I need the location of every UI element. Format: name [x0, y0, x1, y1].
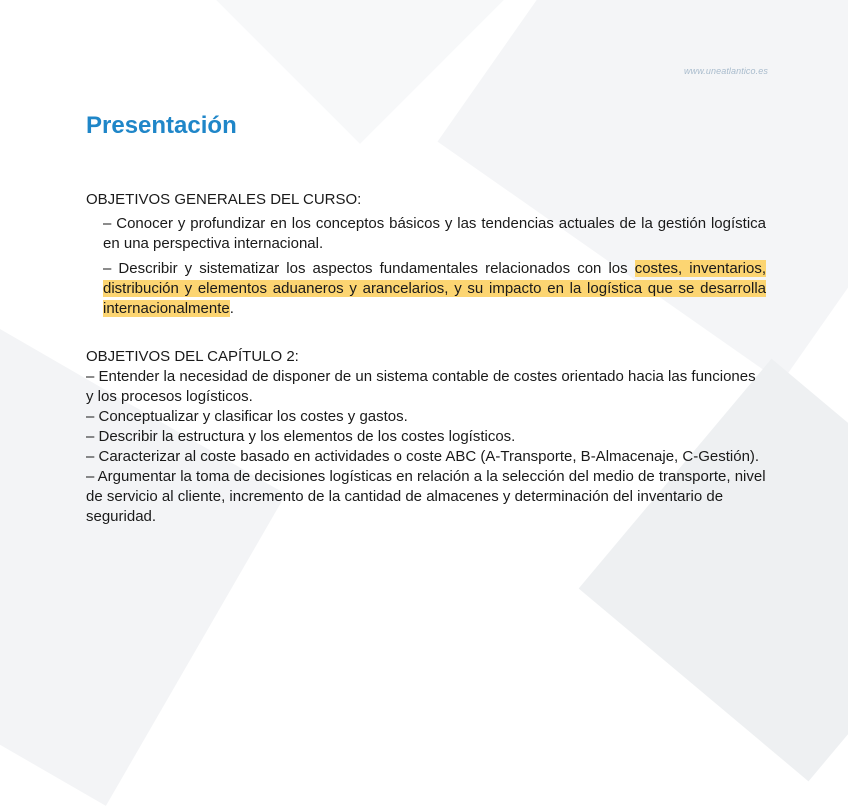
list-item-text-end: . [229, 300, 234, 317]
site-url: www.uneatlantico.es [684, 66, 768, 76]
general-objectives-list [103, 214, 766, 319]
page-title: Presentación [86, 112, 237, 139]
chapter-objectives-section [86, 347, 766, 527]
chapter-objectives-list [86, 367, 766, 527]
list-item: – Conceptualizar y clasificar los costes y gastos. [86, 408, 408, 425]
list-item [103, 259, 766, 319]
list-item: – Caracterizar al coste basado en actividades o coste ABC (A-Transporte, B-Almacenaje, C-Gestión). [86, 448, 760, 465]
general-objectives-heading: OBJETIVOS GENERALES DEL CURSO: [86, 191, 362, 208]
highlighted-text: costes, inventarios, distribución y elementos aduaneros y arancelarios, y su impacto en la logística que se desarrolla internacionalmente [103, 260, 766, 317]
list-item [103, 214, 766, 254]
list-item: – Argumentar la toma de decisiones logísticas en relación a la selección del medio de transporte, nivel de servicio al cliente, incremento de la cantidad de almacenes y determinación del inventario de seguridad. [86, 468, 766, 525]
chapter-objectives-heading: OBJETIVOS DEL CAPÍTULO 2: [86, 348, 299, 365]
general-objectives-section [86, 190, 766, 324]
list-item-text: – Conocer y profundizar en los conceptos básicos y las tendencias actuales de la gestión logística en una perspectiva internacional. [103, 215, 766, 252]
list-item: – Describir la estructura y los elementos de los costes logísticos. [86, 428, 516, 445]
list-item-text: – Describir y sistematizar los aspectos fundamentales relacionados con los [103, 260, 635, 277]
list-item: – Entender la necesidad de disponer de un sistema contable de costes orientado hacia las funciones y los procesos logísticos. [86, 368, 756, 405]
